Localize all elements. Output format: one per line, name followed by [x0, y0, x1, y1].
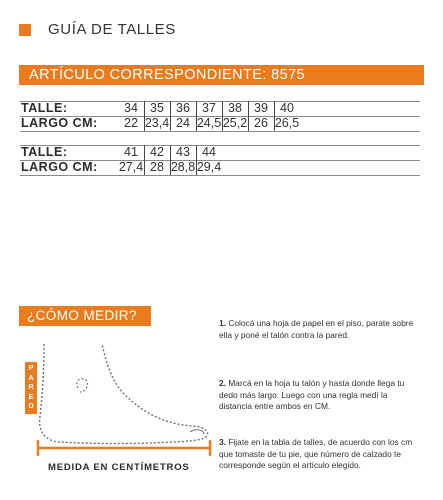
largo-label: LARGO CM: — [21, 116, 98, 130]
foot-illustration — [14, 336, 214, 476]
talle-label: TALLE: — [21, 145, 68, 159]
size-cell: 43 — [176, 145, 190, 159]
length-cell: 24,5 — [196, 116, 222, 130]
talle-label: TALLE: — [21, 101, 68, 115]
wall-letter: D — [28, 403, 34, 410]
size-cell: 40 — [280, 101, 294, 115]
size-cell: 37 — [202, 101, 216, 115]
size-table-1 — [20, 101, 420, 131]
wall-letter: R — [28, 384, 34, 391]
length-cell: 25,2 — [222, 116, 248, 130]
size-cell: 44 — [202, 145, 216, 159]
length-cell: 24 — [176, 116, 190, 130]
size-cell: 35 — [150, 101, 164, 115]
step-3 — [219, 437, 419, 472]
length-cell: 28,8 — [170, 160, 196, 174]
length-cell: 23,4 — [144, 116, 170, 130]
step-number: 1. — [219, 318, 226, 328]
length-cell: 27,4 — [118, 160, 144, 174]
size-table-2 — [20, 145, 420, 175]
table-bottom-rule — [20, 175, 420, 176]
table-bottom-rule — [20, 131, 420, 132]
step-2 — [219, 378, 419, 413]
toe-mark — [190, 430, 204, 434]
foot-outline — [40, 344, 208, 444]
header-bullet — [19, 24, 31, 36]
how-to-measure-banner: ¿CÓMO MEDIR? — [19, 306, 151, 326]
size-cell: 39 — [254, 101, 268, 115]
step-text: Colocá una hoja de papel en el piso, parate sobre ella y poné el talón contra la pared. — [219, 318, 414, 340]
size-cell: 36 — [176, 101, 190, 115]
length-cell: 22 — [124, 116, 138, 130]
page-title: GUÍA DE TALLES — [48, 21, 176, 38]
length-cell: 29,4 — [196, 160, 222, 174]
largo-label: LARGO CM: — [21, 160, 98, 174]
ankle-mark — [77, 379, 88, 392]
step-text: Marcá en la hoja tu talón y hasta donde llega tu dedo más largo. Luego con una regla medí la distancia entre ambos en CM. — [219, 378, 405, 411]
wall-label — [25, 364, 37, 412]
article-banner: ARTÍCULO CORRESPONDIENTE: 8575 — [19, 65, 424, 85]
wall-letter: E — [28, 393, 34, 401]
size-cell: 42 — [150, 145, 164, 159]
length-cell: 28 — [150, 160, 164, 174]
step-number: 3. — [219, 437, 226, 447]
size-cell: 41 — [124, 145, 138, 159]
wall-letter: P — [28, 365, 34, 372]
wall-letter: A — [28, 374, 34, 382]
size-cell: 38 — [228, 101, 242, 115]
step-number: 2. — [219, 378, 226, 388]
size-cell: 34 — [124, 101, 138, 115]
step-1 — [219, 318, 419, 341]
length-cell: 26 — [254, 116, 268, 130]
measure-caption: MEDIDA EN CENTÍMETROS — [48, 462, 190, 473]
length-cell: 26,5 — [274, 116, 300, 130]
step-text: Fijate en la tabla de talles, de acuerdo con los cm que tomaste de tu pie, que número de calzado te corresponde según el artículo elegido. — [219, 437, 413, 470]
